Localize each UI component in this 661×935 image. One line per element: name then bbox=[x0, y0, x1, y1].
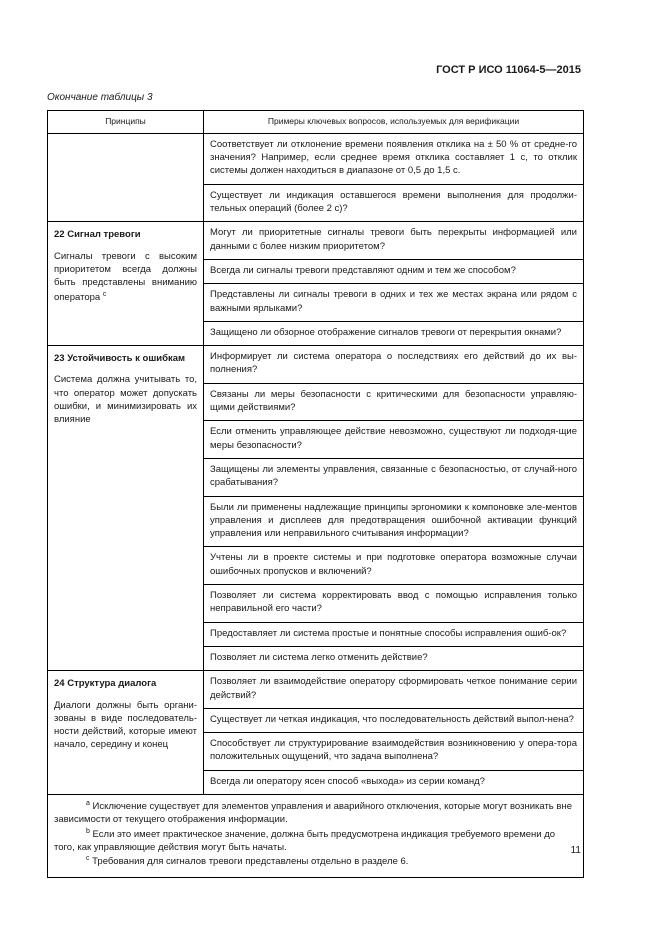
question-cell: Информирует ли система оператора о последствиях его действий до их вы-полнения? bbox=[204, 346, 584, 384]
principle-cell-continued bbox=[48, 133, 204, 221]
table-row bbox=[48, 671, 584, 709]
table-caption: Окончание таблицы 3 bbox=[47, 92, 153, 103]
question-cell: Существует ли четкая индикация, что последовательность действий выпол-нена? bbox=[204, 708, 584, 732]
principle-title: 23 Устойчивость к ошибкам bbox=[54, 353, 186, 365]
question-cell: Представлены ли сигналы тревоги в одних и тех же местах экрана или рядом с важными ярлыками? bbox=[204, 284, 584, 322]
question-cell: Позволяет ли взаимодействие оператору сформировать четкое понимание серии действий? bbox=[204, 671, 584, 709]
question-cell: Связаны ли меры безопасности с критическими для безопасности управляю-щими действиями? bbox=[204, 383, 584, 421]
principle-description-text: Сигналы тревоги с высоким приоритетом всегда должны быть представлены вниманию оператора bbox=[54, 250, 197, 303]
question-cell: Способствует ли структурирование взаимодействия возникновению у опера-тора положительных ощущений, что задача выполнена? bbox=[204, 733, 584, 771]
question-cell: Могут ли приоритетные сигналы тревоги быть перекрыты информацией или данными с более низким приоритетом? bbox=[204, 222, 584, 260]
footnote-c bbox=[54, 854, 577, 868]
question-cell: Позволяет ли система корректировать ввод с помощью исправления только неправильной его части? bbox=[204, 585, 584, 623]
principle-cell bbox=[48, 346, 204, 671]
table-row bbox=[48, 222, 584, 260]
verification-table bbox=[47, 110, 584, 878]
principle-description bbox=[54, 373, 197, 426]
footnote-mark: c bbox=[86, 855, 90, 863]
principle-cell bbox=[48, 222, 204, 346]
footnote-a bbox=[54, 799, 577, 827]
footnote-b bbox=[54, 827, 577, 855]
question-cell: Защищены ли элементы управления, связанные с безопасностью, от случай-ного срабатывания? bbox=[204, 458, 584, 496]
principle-description bbox=[54, 250, 197, 304]
question-cell: Были ли применены надлежащие принципы эргономики к компоновке эле-ментов управления и дисплеев для предотвращения ошибочной активации функций управления или неправильного считывания информации? bbox=[204, 496, 584, 547]
question-cell: Соответствует ли отклонение времени появления отклика на ± 50 % от средне-го значения? Например, если среднее время отклика составляет 1 с, то отклик системы должен находиться в диапазоне от 0,5 до 1,5 с. bbox=[204, 133, 584, 184]
table-body bbox=[48, 133, 584, 794]
table-header-row bbox=[48, 111, 584, 134]
table-row bbox=[48, 346, 584, 384]
footnote-mark: a bbox=[86, 799, 90, 807]
question-cell: Существует ли индикация оставшегося времени выполнения для продолжи-тельных операций (более 2 с)? bbox=[204, 184, 584, 222]
table-row bbox=[48, 133, 584, 184]
footnote-reference: c bbox=[102, 290, 107, 298]
principle-cell bbox=[48, 671, 204, 795]
column-header-principles: Принципы bbox=[48, 111, 204, 134]
question-cell: Учтены ли в проекте системы и при подготовке оператора возможные случаи ошибочных пропусков и включений? bbox=[204, 547, 584, 585]
question-cell: Всегда ли сигналы тревоги представляют одним и тем же способом? bbox=[204, 259, 584, 283]
column-header-questions: Примеры ключевых вопросов, используемых для верификации bbox=[204, 111, 584, 134]
principle-title: 22 Сигнал тревоги bbox=[54, 229, 141, 241]
principle-description bbox=[54, 699, 197, 752]
footnote-text: Если это имеет практическое значение, должна быть предусмотрена индикация требуемого времени до того, как управляющие действия могут быть начаты. bbox=[54, 828, 556, 854]
principle-description-text: Диалоги должны быть органи-зованы в виде последователь-ности действий, которые имеют начало, середину и конец bbox=[54, 699, 197, 751]
question-cell: Всегда ли оператору ясен способ «выхода» из серии команд? bbox=[204, 770, 584, 794]
page-number: 11 bbox=[570, 845, 581, 856]
question-cell: Если отменить управляющее действие невозможно, существуют ли подходя-щие меры безопасности? bbox=[204, 421, 584, 459]
question-cell: Защищено ли обзорное отображение сигналов тревоги от перекрытия окнами? bbox=[204, 321, 584, 345]
footnote-text: Требования для сигналов тревоги представлены отдельно в разделе 6. bbox=[92, 856, 409, 868]
question-cell: Предоставляет ли система простые и понятные способы исправления ошиб-ок? bbox=[204, 622, 584, 646]
document-id: ГОСТ Р ИСО 11064-5—2015 bbox=[436, 64, 581, 76]
footnote-cell bbox=[48, 794, 584, 877]
footnote-row bbox=[48, 794, 584, 877]
footnote-mark: b bbox=[86, 827, 90, 835]
principle-title: 24 Структура диалога bbox=[54, 678, 157, 690]
footnote-text: Исключение существует для элементов управления и аварийного отключения, которые могут возникать вне зависимости от текущего отображения информации. bbox=[54, 801, 572, 826]
principle-description-text: Система должна учитывать то, что оператор может допускать ошибки, и минимизировать их влияние bbox=[54, 374, 197, 426]
table-footnotes bbox=[48, 794, 584, 877]
question-cell: Позволяет ли система легко отменить действие? bbox=[204, 646, 584, 670]
